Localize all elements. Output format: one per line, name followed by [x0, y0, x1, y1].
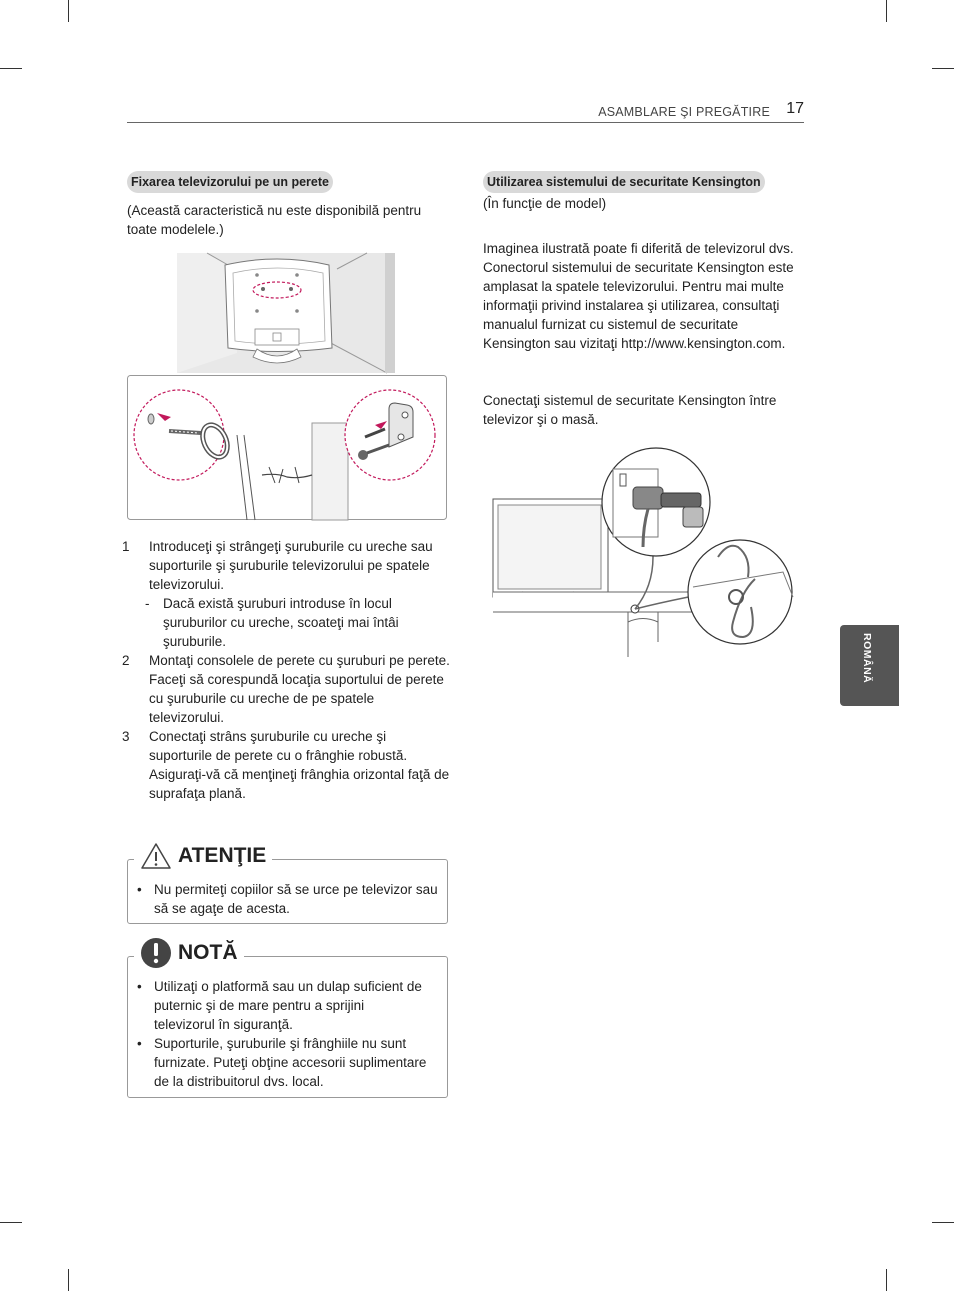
exclamation-circle-icon: [140, 937, 172, 969]
page-header: [127, 100, 804, 123]
step-item: [122, 651, 452, 727]
step-subitem-text: Dacă există şuruburi introduse în locul şuruburilor cu ureche, scoateţi mai întâi şuruburile.: [163, 596, 399, 649]
note-list: [128, 977, 428, 1091]
crop-mark: [68, 0, 69, 22]
dash-marker: -: [145, 596, 150, 611]
crop-mark: [886, 1269, 887, 1291]
crop-mark: [932, 1222, 954, 1223]
caution-list: [128, 880, 438, 918]
crop-mark: [0, 1222, 22, 1223]
step-number: 3: [122, 729, 130, 744]
caution-item: • Nu permiteţi copiilor să se urce pe televizor sau să se agaţe de acesta.: [128, 880, 438, 918]
step-text: Introduceţi şi strângeţi şuruburile cu ureche sau suporturile şi şuruburile televizorului pe spatele televizorului.: [149, 539, 433, 592]
step-subitem: [122, 594, 452, 651]
language-tab-label: ROMÂNĂ: [861, 633, 873, 684]
step-number: 2: [122, 653, 130, 668]
crop-mark: [932, 68, 954, 69]
wall-mount-section-title: Fixarea televizorului pe un perete: [127, 171, 333, 193]
kensington-description: Imaginea ilustrată poate fi diferită de televizorul dvs. Conectorul sistemului de securitate Kensington este amplasat la spatele televizorului. Pentru mai multe informaţii privind instalarea şi utilizarea, consultaţi manualul furnizat cu sistemul de securitate Kensington sau vizitaţi http://www.kensington.com.: [483, 241, 794, 351]
header-section-title: ASAMBLARE ŞI PREGĂTIRE: [598, 105, 770, 119]
step-text: Conectaţi strâns şuruburile cu ureche şi suporturile de perete cu o frânghie robustă.: [149, 729, 408, 763]
kensington-subtitle: (În funcţie de model): [483, 196, 607, 211]
language-tab: [840, 625, 899, 706]
note-box: [127, 941, 448, 1098]
caution-box: [127, 844, 448, 924]
kensington-illustration: [493, 447, 798, 657]
caution-title: [134, 842, 272, 870]
kensington-instruction: Conectaţi sistemul de securitate Kensington între televizor şi o masă.: [483, 393, 777, 427]
note-item: • Suporturile, şuruburile şi frânghiile nu sunt furnizate. Puteţi obţine accesorii suplimentare de la distribuitorul dvs. local.: [128, 1034, 428, 1091]
step-number: 1: [122, 539, 130, 554]
step-extra-text: Faceţi să corespundă locaţia suportului de perete cu şuruburile cu ureche de pe spatele televizorului.: [149, 672, 444, 725]
note-title: [134, 937, 244, 969]
wall-mount-detail-illustration: [127, 375, 447, 520]
step-extra-text: Asiguraţi-vă că menţineţi frânghia orizontal faţă de suprafaţa plană.: [149, 767, 450, 801]
page-number: 17: [786, 100, 804, 117]
tv-back-illustration: [177, 253, 395, 373]
note-title-text: NOTĂ: [178, 941, 238, 964]
step-item: [122, 537, 452, 594]
note-item: • Utilizaţi o platformă sau un dulap suficient de puternic şi de mare pentru a sprijini televizorul în siguranţă.: [128, 977, 428, 1034]
step-text: Montaţi consolele de perete cu şuruburi pe perete.: [149, 653, 450, 668]
crop-mark: [0, 68, 22, 69]
caution-title-text: ATENŢIE: [178, 844, 267, 867]
warning-triangle-icon: [140, 842, 172, 870]
crop-mark: [886, 0, 887, 22]
kensington-section-title: Utilizarea sistemului de securitate Kensington: [483, 171, 765, 193]
wall-mount-steps: [122, 537, 452, 803]
step-item: [122, 727, 452, 803]
crop-mark: [68, 1269, 69, 1291]
wall-mount-intro: (Această caracteristică nu este disponibilă pentru toate modelele.): [127, 203, 422, 237]
